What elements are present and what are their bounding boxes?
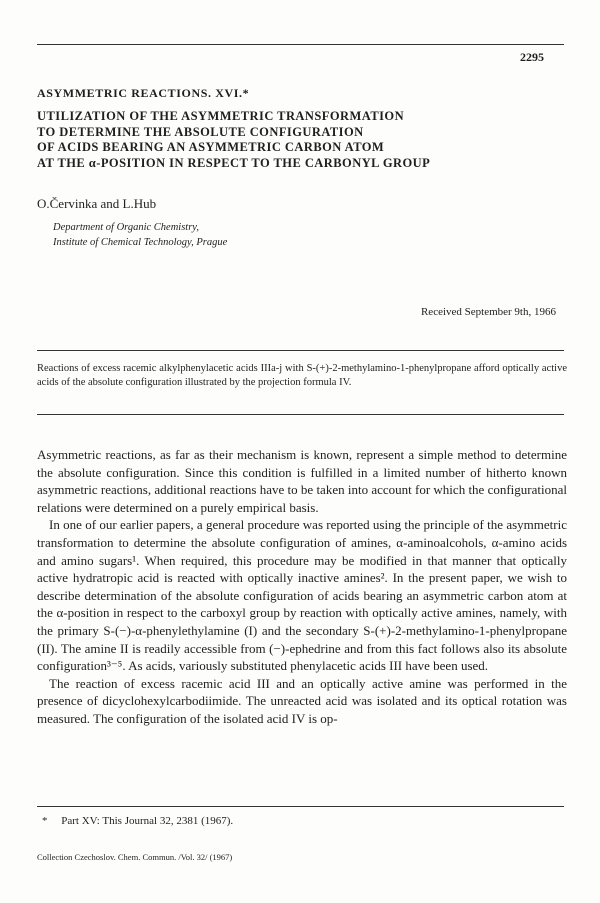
abstract-bottom-rule	[37, 414, 564, 415]
paragraph: The reaction of excess racemic acid III and an optically active amine was performed in the presence of dicyclohexylcarbodiimide. The unreacted acid was isolated and its optical rotation was measured. The configuration of the isolated acid IV is op-	[37, 675, 567, 726]
body-text	[37, 446, 567, 728]
paragraph: Asymmetric reactions, as far as their mechanism is known, represent a simple method to determine the absolute configuration. Since this condition is fulfilled in a limited number of hitherto known asymmetric reactions, additional reactions have to be taken into account for which the configurational relations were determined on a purely empirical basis.	[37, 447, 567, 515]
affiliation	[53, 220, 227, 250]
page-number: 2295	[520, 50, 544, 64]
title-line: TO DETERMINE THE ABSOLUTE CONFIGURATION	[37, 124, 364, 139]
affiliation-line: Department of Organic Chemistry,	[53, 222, 200, 233]
title-line: UTILIZATION OF THE ASYMMETRIC TRANSFORMATION	[37, 109, 405, 123]
footnote: * Part XV: This Journal 32, 2381 (1967).	[42, 815, 234, 827]
authors: O.Červinka and L.Hub	[37, 196, 157, 211]
paragraph: In one of our earlier papers, a general procedure was reported using the principle of the asymmetric transformation to determine the absolute configuration of amines, α-aminoalcohols, α-amino acids and amino sugars¹. When required, this procedure may be modified in that manner that optically active hydratropic acid is reacted with optically inactive amines². In the present paper, we wish to describe determination of the absolute configuration of acids bearing an asymmetric carbon atom at the α-position in respect to the carboxyl group by reaction with optically active amines, namely, with the primary S-(−)-α-phenylethylamine (I) and the secondary S-(+)-2-methylamino-1-phenylpropane (II). The amine II is readily accessible from (−)-ephedrine and from this fact follows also its absolute configuration³⁻⁵. As acids, variously substituted phenylacetic acids III have been used.	[37, 517, 567, 674]
title-line: AT THE α-POSITION IN RESPECT TO THE CARBONYL GROUP	[37, 155, 431, 170]
abstract-top-rule	[37, 350, 564, 351]
abstract: Reactions of excess racemic alkylphenylacetic acids IIIa-j with S-(+)-2-methylamino-1-phenylpropane afford optically active acids of the absolute configuration illustrated by the projection formula IV.	[37, 363, 567, 388]
title-line: OF ACIDS BEARING AN ASYMMETRIC CARBON ATOM	[37, 140, 385, 154]
journal-citation: Collection Czechoslov. Chem. Commun. /Vol. 32/ (1967)	[37, 852, 233, 862]
header-rule	[37, 44, 564, 45]
footnote-rule	[37, 806, 564, 807]
received-date: Received September 9th, 1966	[420, 306, 556, 318]
series-title: ASYMMETRIC REACTIONS. XVI.*	[37, 86, 250, 100]
affiliation-line: Institute of Chemical Technology, Prague	[53, 237, 228, 248]
article-title	[37, 86, 567, 171]
